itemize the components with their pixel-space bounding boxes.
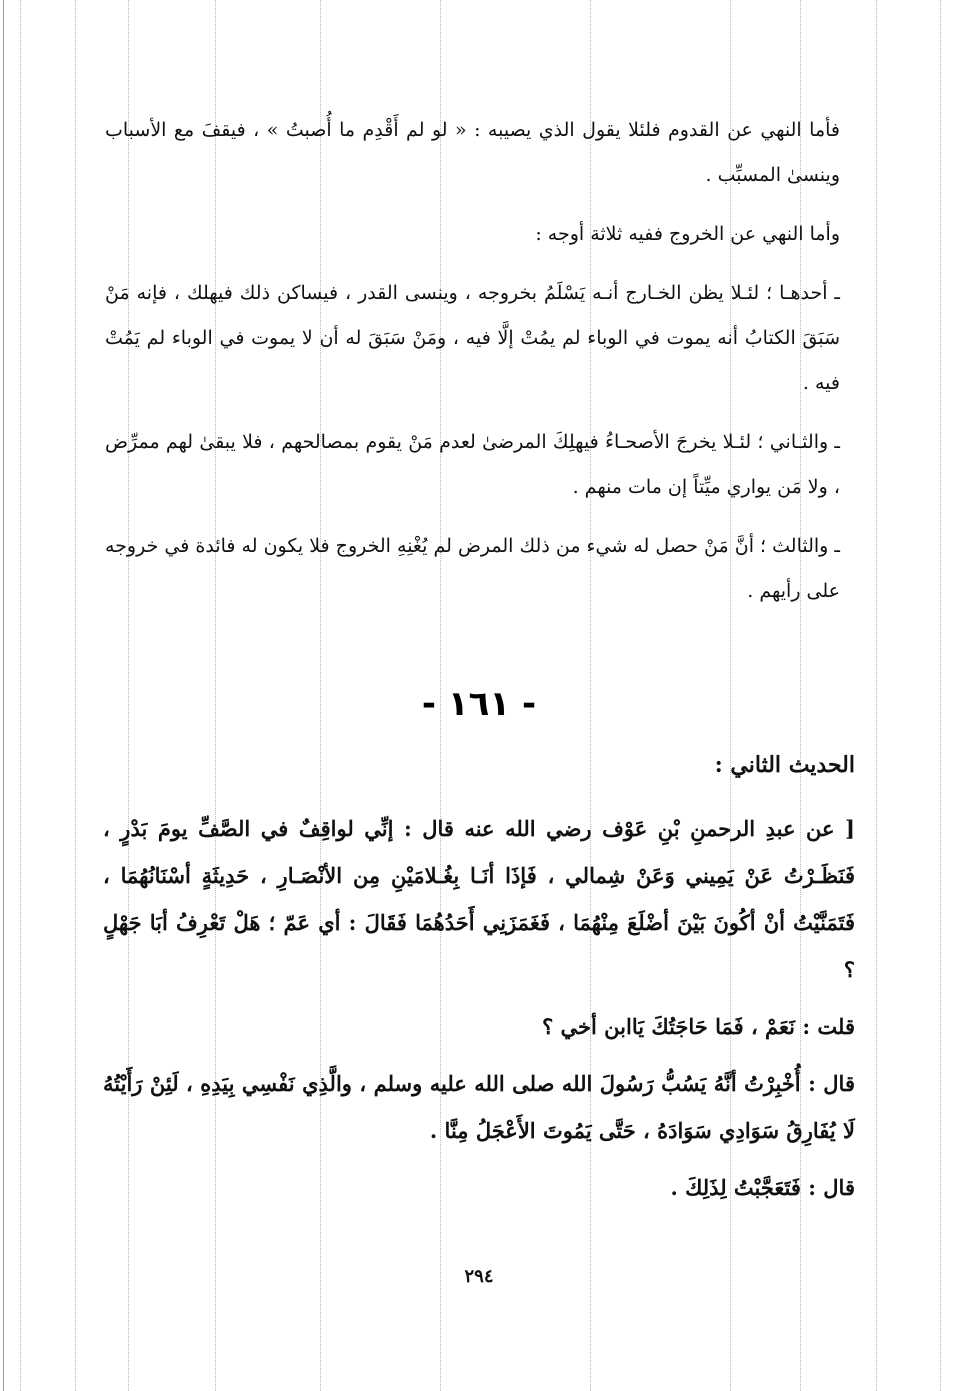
paragraph: ـ أحدهـا ؛ لئـلا يظن الخـارج أنـه يَسْلَمُ بخروجه ، وينسى القدر ، فيساكن ذلك فيهلك ، فإنه مَنْ سَبَقَ الكتابُ أنه يموت في الوباء لم يمُتْ إلَّا فيه ، ومَنْ سَبَقَ له أن لا يموت في الوباء لم يَمُتْ فيه . — [105, 282, 840, 394]
commentary-text — [105, 108, 840, 614]
paragraph: فأما النهي عن القدوم فلئلا يقول الذي يصيبه : « لو لم أَقْدِم ما أُصبتُ » ، فيقفَ مع الأسباب وينسىٰ المسبِّب . — [105, 119, 840, 186]
hadith-paragraph: قال : فَتَعَجَّبْتُ لِذَلِكَ . — [670, 1175, 855, 1200]
hadith-paragraph: قال : أُخْبِرْتُ أنَّهُ يَسُبُّ رَسُولَ الله صلى الله عليه وسلم ، والَّذِي نَفْسِي بِيَدِهِ ، لَئِنْ رَأَيْتُهُ لَا يُفَارِقُ سَوَادِي سَوَادَهُ ، حَتَّى يَمُوتَ الأَعْجَلُ مِنَّا . — [103, 1071, 855, 1143]
hadith-text — [103, 805, 855, 1211]
hadith-heading: الحديث الثاني : — [714, 752, 855, 778]
paragraph: ـ والثـاني ؛ لئـلا يخرجَ الأصحـاءُ فيهلِكَ المرضىٰ لعدم مَنْ يقوم بمصالحهم ، فلا يبقىٰ لهم ممرِّض ، ولا مَن يواري ميِّتاً إن مات منهم . — [105, 431, 840, 498]
page-number: ٢٩٤ — [464, 1266, 494, 1287]
section-number: - ١٦١ - — [421, 684, 537, 724]
paragraph: وأما النهي عن الخروج ففيه ثلاثة أوجه : — [535, 223, 840, 245]
hadith-paragraph: قلت : نَعَمْ ، فَمَا حَاجَتُكَ يَاابن أخي ؟ — [542, 1014, 855, 1039]
hadith-paragraph: [ عن عبدِ الرحمنِ بْنِ عَوْف رضي الله عنه قال : إنِّي لواقِفٌ في الصَّفِّ يومَ بَدْرٍ ، فَنَظَـرْتُ عَنْ يَمِيني وَعَنْ شِمالي ، فَإذَا أنَـا بِغُـلامَيْنِ مِن الأنْصَـارِ ، حَدِيثَةٍ أسْنَانُهُمَا ، فَتَمَنَّيْتُ أنْ أكُونَ بَيْنَ أضْلَعَ مِنْهُمَا ، فَغَمَزَنِي أَحَدُهُمَا فَقَالَ : أي عَمّ ؛ هَلْ تَعْرِفُ أبَا جَهْلٍ ؟ — [103, 816, 855, 982]
paragraph: ـ والثالث ؛ أنَّ مَنْ حصل له شيء من ذلك المرض لم يُغْنِهِ الخروج فلا يكون له فائدة في خروجه على رأيهم . — [105, 535, 840, 602]
